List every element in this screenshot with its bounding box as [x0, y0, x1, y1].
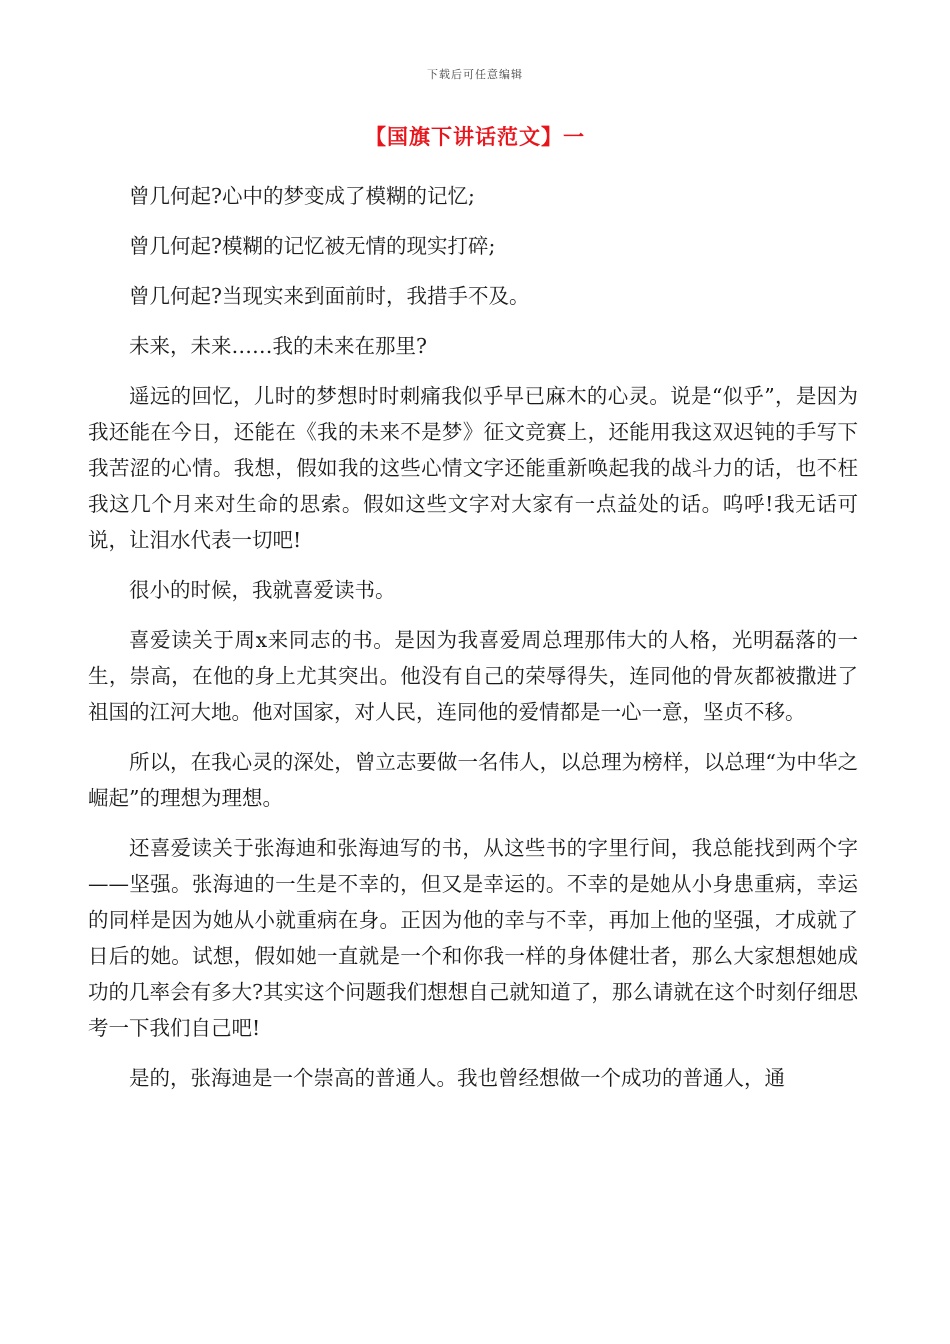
paragraph: 曾几何起?心中的梦变成了模糊的记忆;: [129, 184, 475, 208]
paragraph: 曾几何起?当现实来到面前时，我措手不及。: [129, 284, 530, 308]
paragraph: 还喜爱读关于张海迪和张海迪写的书，从这些书的字里行间，我总能找到两个字——坚强。张海迪的一生是不幸的，但又是幸运的。不幸的是她从小身患重病，幸运的同样是因为她从小就重病在身。正因为他的幸与不幸，再加上他的坚强，才成就了日后的她。试想，假如她一直就是一个和你我一样的身体健壮者，那么大家想想她成功的几率会有多大?其实这个问题我们想想自己就知道了，那么请就在这个时刻仔细思考一下我们自己吧!: [88, 836, 858, 1040]
paragraph: 是的，张海迪是一个崇高的普通人。我也曾经想做一个成功的普通人，通: [129, 1066, 785, 1090]
document-title: 【国旗下讲话范文】一: [365, 124, 585, 149]
paragraph: 未来，未来……我的未来在那里?: [129, 334, 427, 358]
header-note: 下载后可任意编辑: [427, 68, 523, 81]
paragraph: 喜爱读关于周x来同志的书。是因为我喜爱周总理那伟大的人格，光明磊落的一生，崇高，在他的身上尤其突出。他没有自己的荣辱得失，连同他的骨灰都被撒进了祖国的江河大地。他对国家，对人民，连同他的爱情都是一心一意，坚贞不移。: [88, 628, 858, 724]
paragraph: 曾几何起?模糊的记忆被无情的现实打碎;: [129, 234, 496, 258]
paragraph: 所以，在我心灵的深处，曾立志要做一名伟人，以总理为榜样，以总理“为中华之崛起”的理想为理想。: [88, 750, 858, 810]
paragraph: 很小的时候，我就喜爱读书。: [129, 578, 396, 602]
paragraph: 遥远的回忆，儿时的梦想时时刺痛我似乎早已麻木的心灵。说是“似乎”，是因为我还能在今日，还能在《我的未来不是梦》征文竞赛上，还能用我这双迟钝的手写下我苦涩的心情。我想，假如我的这些心情文字还能重新唤起我的战斗力的话，也不枉我这几个月来对生命的思索。假如这些文字对大家有一点益处的话。呜呼!我无话可说，让泪水代表一切吧!: [88, 384, 858, 552]
document-body: [88, 178, 858, 1110]
